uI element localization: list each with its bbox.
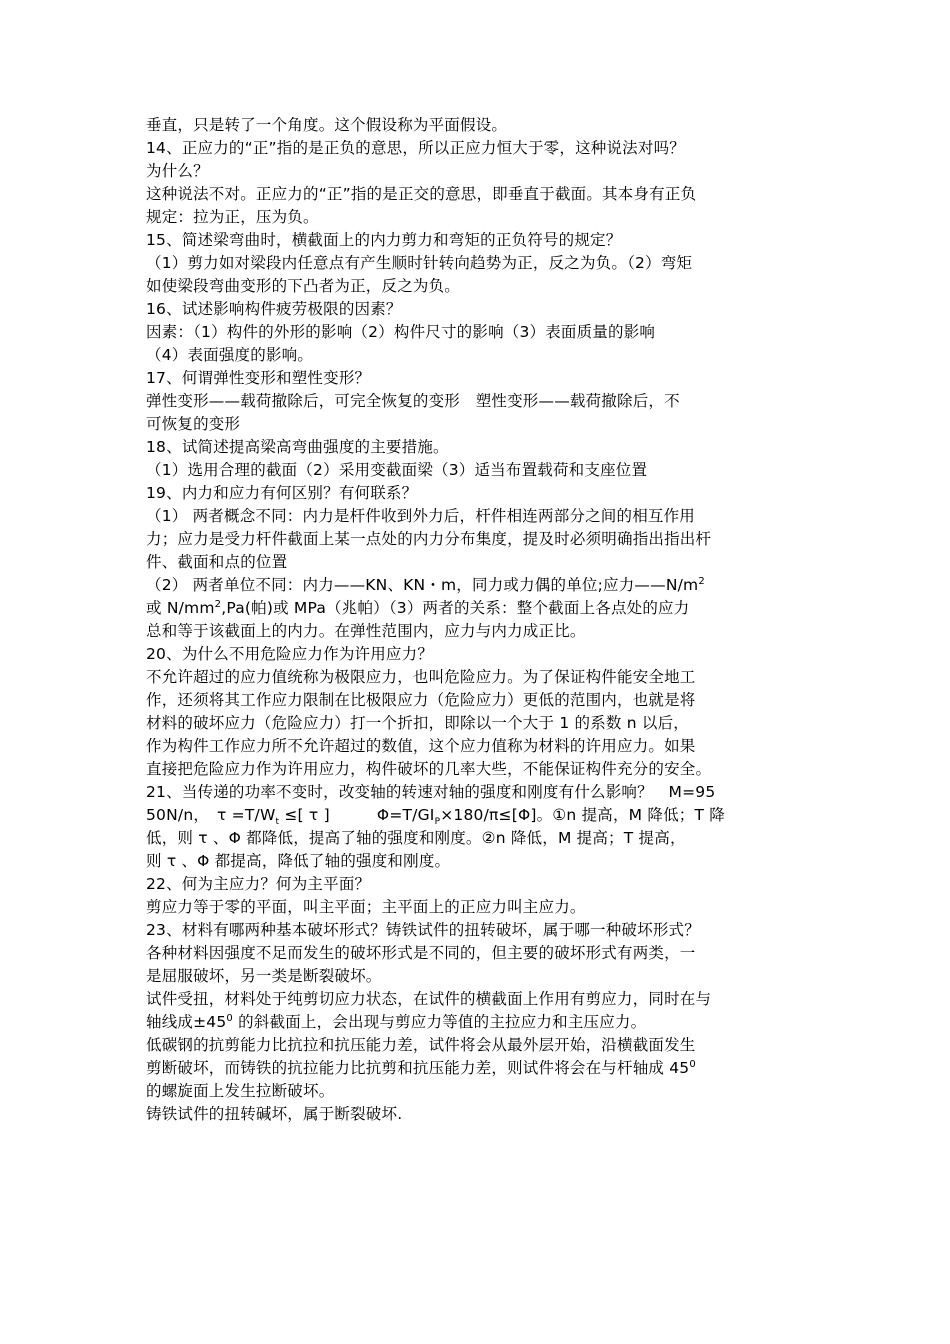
question-21: 21、当传递的功率不变时，改变轴的转速对轴的强度和刚度有什么影响？ M=95 [146,783,716,801]
text-line: 低碳钢的抗剪能力比抗拉和抗压能力差，试件将会从最外层开始，沿横截面发生 [146,1036,696,1054]
text-segment: 剪断破坏，而铸铁的抗拉能力比抗剪和抗压能力差，则试件将会在与杆轴成 45 [146,1059,690,1077]
text-line: 件、截面和点的位置 [146,553,288,571]
text-line: 为什么？ [146,162,209,180]
text-line: 材料的破坏应力（危险应力）打一个折扣，即除以一个大于 1 的系数 n 以后， [146,714,689,732]
text-line: （4）表面强度的影响。 [146,346,314,364]
question-14: 14、正应力的“正”指的是正负的意思，所以正应力恒大于零，这种说法对吗？ [146,139,685,157]
text-line: 力；应力是受力杆件截面上某一点处的内力分布集度，提及时必须明确指出指出杆 [146,530,712,548]
question-17: 17、何谓弹性变形和塑性变形？ [146,369,371,387]
text-line: 规定：拉为正，压为负。 [146,208,319,226]
text-line: 作，还须将其工作应力限制在比极限应力（危险应力）更低的范围内，也就是将 [146,691,696,709]
text-line: 作为构件工作应力所不允许超过的数值，这个应力值称为材料的许用应力。如果 [146,737,696,755]
text-segment: （2） 两者单位不同：内力——KN、KN・m，同力或力偶的单位;应力——N/m [146,576,699,594]
answer-15: （1）剪力如对梁段内任意点有产生顺时针转向趋势为正，反之为负。（2）弯矩 [146,254,693,272]
text-segment: 50N/n， τ =T/W [146,806,276,824]
answer-17: 弹性变形——载荷撤除后，可完全恢复的变形 塑性变形——载荷撤除后，不 [146,392,680,410]
subscript: t [275,817,280,828]
question-19: 19、内力和应力有何区别？有何联系？ [146,484,418,502]
answer-23: 各种材料因强度不足而发生的破坏形式是不同的，但主要的破坏形式有两类，一 [146,944,696,962]
text-line: 如使梁段弯曲变形的下凸者为正，反之为负。 [146,277,461,295]
text-line: 直接把危险应力作为许用应力，构件破坏的几率大些，不能保证构件充分的安全。 [146,760,712,778]
answer-20: 不允许超过的应力值统称为极限应力，也叫危险应力。为了保证构件能安全地工 [146,668,696,686]
text-segment: 的斜截面上，会出现与剪应力等值的主拉应力和主压应力。 [232,1013,647,1031]
subscript: P [434,817,441,828]
text-line-units [146,574,836,597]
text-segment: 轴线成±45 [146,1013,227,1031]
superscript: 0 [226,1012,233,1024]
question-23: 23、材料有哪两种基本破坏形式？铸铁试件的扭转破坏，属于哪一种破坏形式？ [146,921,700,939]
formula-line [146,804,836,827]
text-segment: ≤[ τ ] Φ=T/GI [279,806,435,824]
text-line: 可恢复的变形 [146,415,241,433]
superscript: 2 [214,598,222,610]
text-line: 是屈服破坏，另一类是断裂破坏。 [146,967,382,985]
question-15: 15、简述梁弯曲时，横截面上的内力剪力和弯矩的正负符号的规定？ [146,231,622,249]
document-body [146,114,836,1126]
text-segment: ×180/π≤[Φ]。①n 提高，M 降低；T 降 [440,806,725,824]
text-line: 垂直，只是转了一个角度。这个假设称为平面假设。 [146,116,508,134]
text-line: 则 τ 、Φ 都提高，降低了轴的强度和刚度。 [146,852,451,870]
text-line-angle [146,1057,836,1080]
text-line-units [146,597,836,620]
superscript: 2 [698,575,705,587]
text-line: 的螺旋面上发生拉断破坏。 [146,1082,335,1100]
question-18: 18、试简述提高梁高弯曲强度的主要措施。 [146,438,449,456]
answer-14: 这种说法不对。正应力的“正”指的是正交的意思，即垂直于截面。其本身有正负 [146,185,697,203]
text-line: 试件受扭，材料处于纯剪切应力状态，在试件的横截面上作用有剪应力，同时在与 [146,990,712,1008]
superscript: 0 [689,1058,696,1070]
text-segment: 或 N/mm [146,599,215,617]
answer-19: （1） 两者概念不同：内力是杆件收到外力后，杆件相连两部分之间的相互作用 [146,507,695,525]
answer-18: （1）选用合理的截面（2）采用变截面梁（3）适当布置载荷和支座位置 [146,461,648,479]
question-22: 22、何为主应力？何为主平面？ [146,875,371,893]
question-16: 16、试述影响构件疲劳极限的因素？ [146,300,402,318]
answer-22: 剪应力等于零的平面，叫主平面；主平面上的正应力叫主应力。 [146,898,586,916]
answer-16: 因素：（1）构件的外形的影响（2）构件尺寸的影响（3）表面质量的影响 [146,323,656,341]
text-segment: ,Pa(帕)或 MPa（兆帕）（3）两者的关系：整个截面上各点处的应力 [221,599,690,617]
text-line-angle [146,1011,836,1034]
question-20: 20、为什么不用危险应力作为许用应力？ [146,645,434,663]
text-line: 总和等于该截面上的内力。在弹性范围内，应力与内力成正比。 [146,622,586,640]
text-line: 铸铁试件的扭转碱坏，属于断裂破坏. [146,1105,403,1123]
text-line: 低，则 τ 、Φ 都降低，提高了轴的强度和刚度。②n 降低，M 提高；T 提高， [146,829,686,847]
